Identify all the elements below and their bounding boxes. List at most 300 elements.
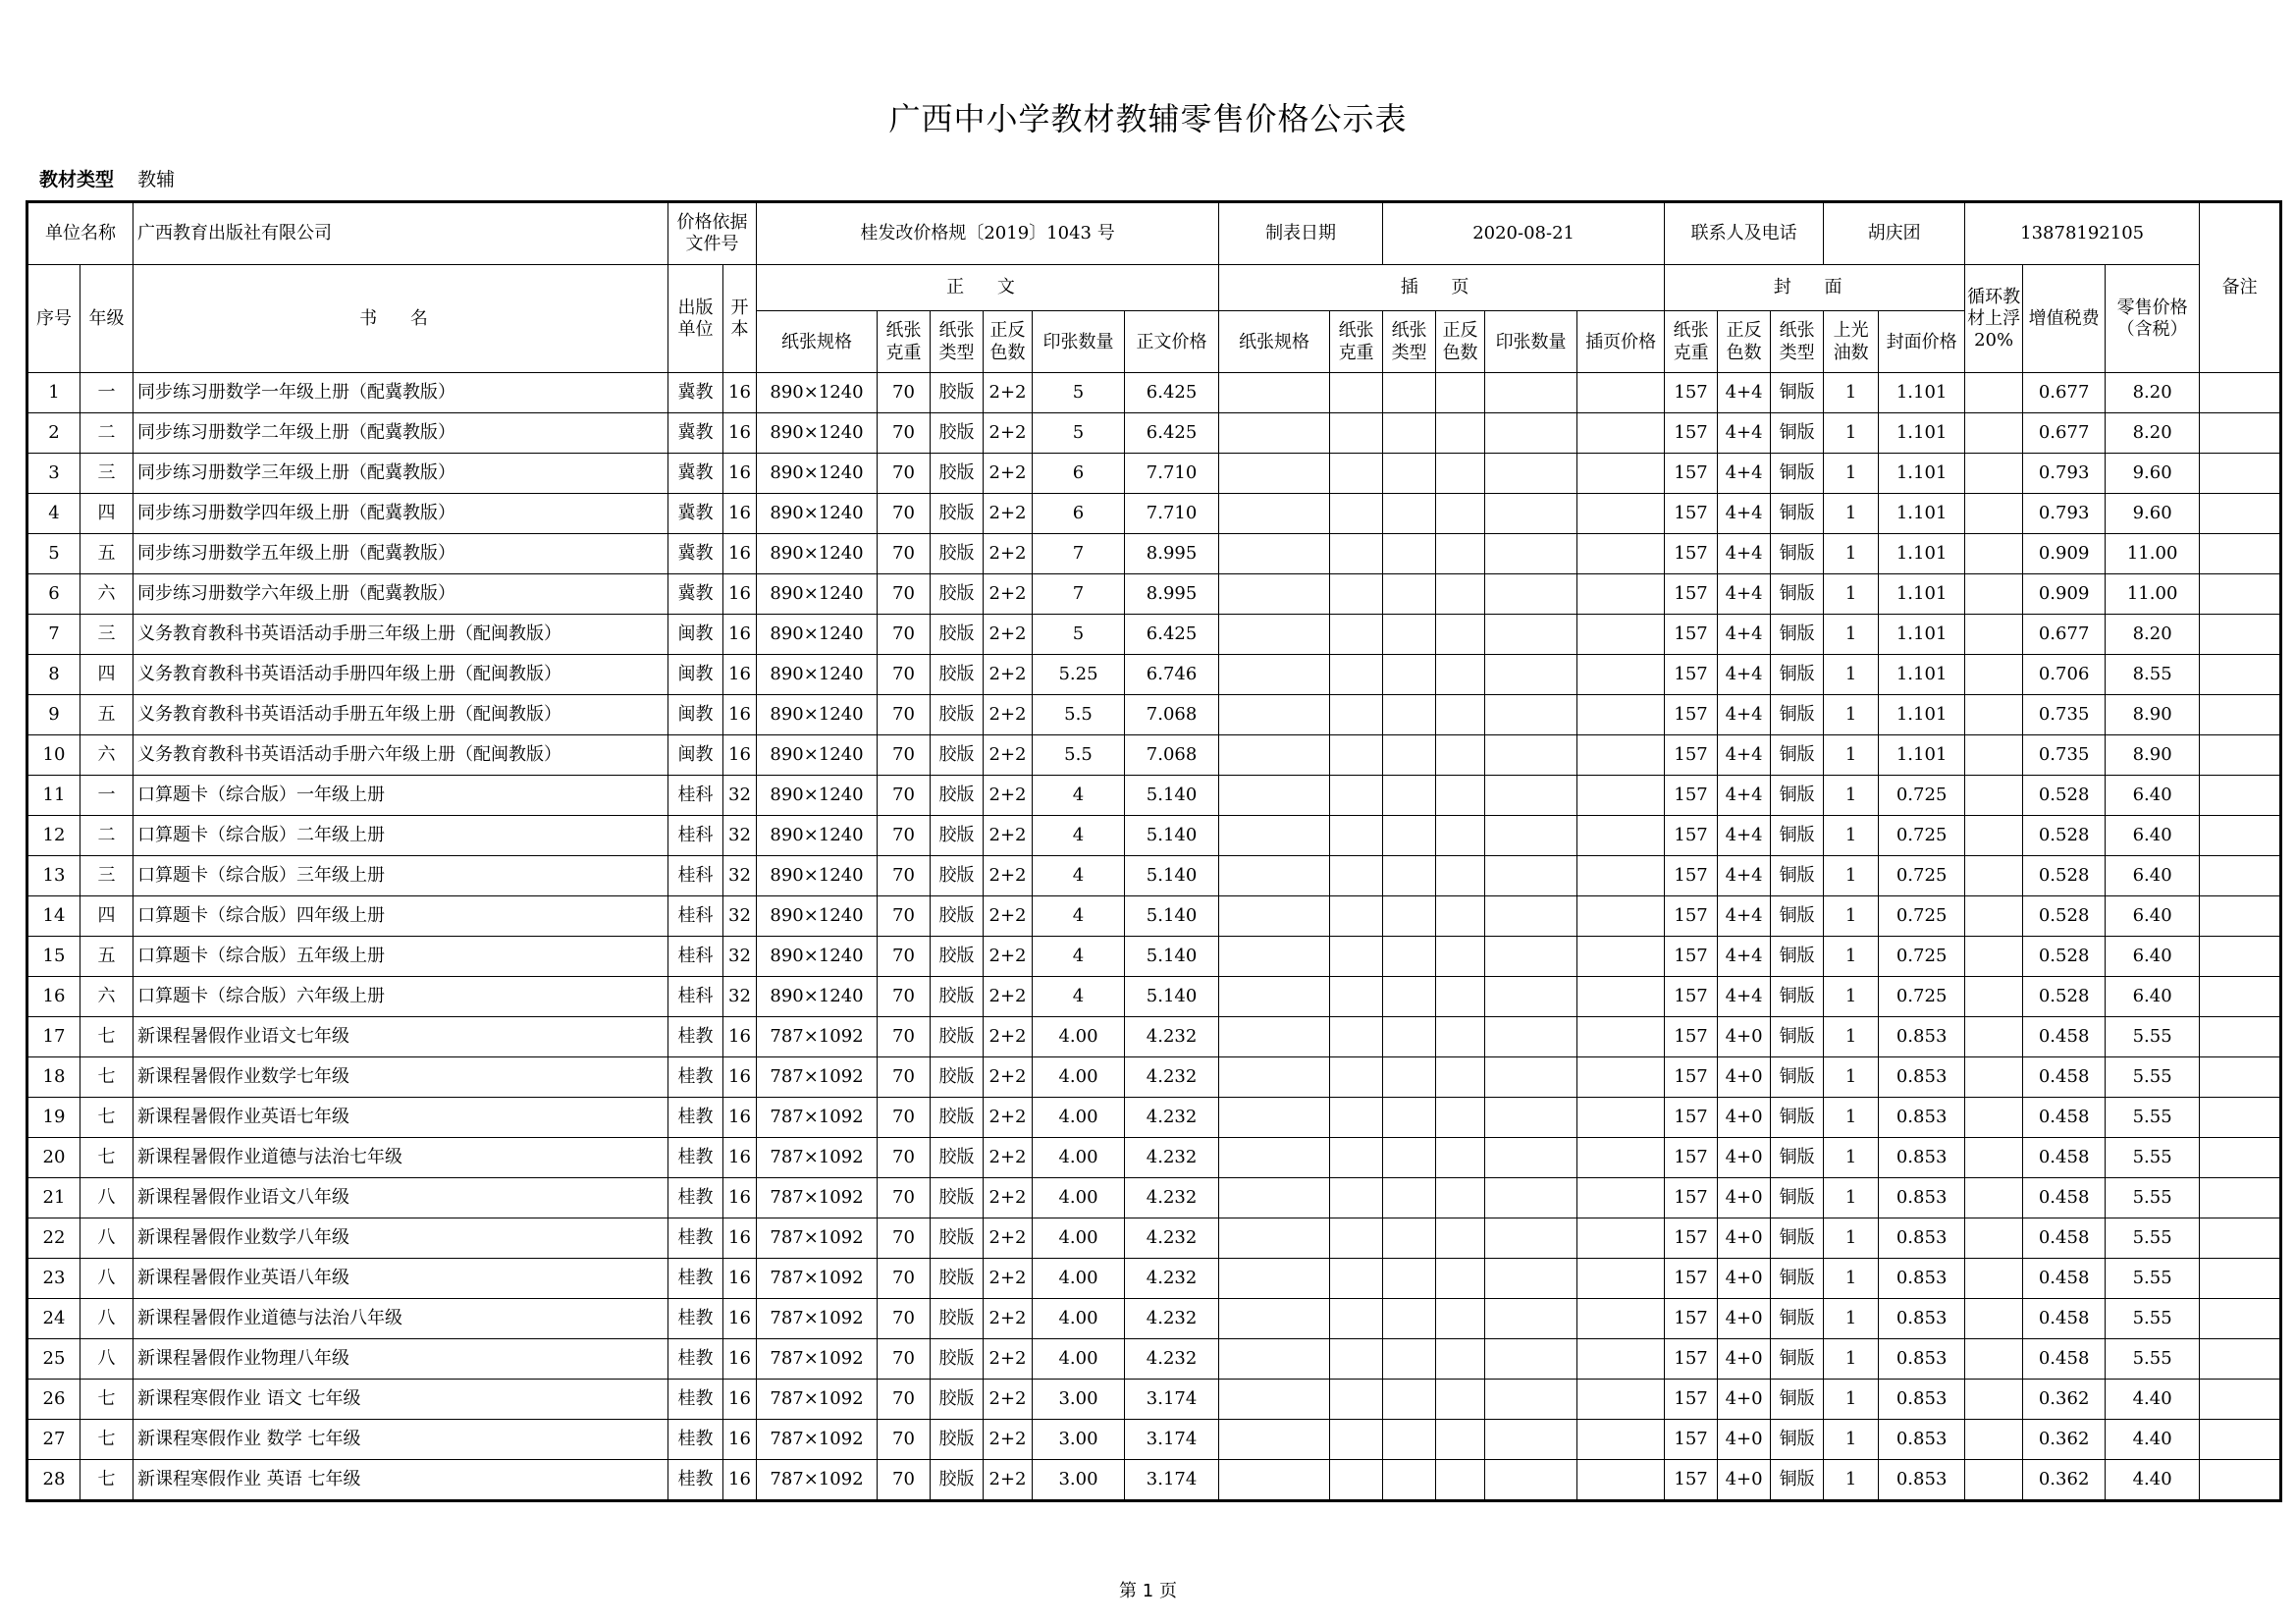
retail-price-cell: 6.40 <box>2106 896 2200 937</box>
body-paper-weight-cell: 70 <box>878 1057 931 1098</box>
body-paper-type-cell: 胶版 <box>931 534 984 574</box>
cover-paper-type-cell: 铜版 <box>1771 856 1824 896</box>
grade-cell: 六 <box>80 574 133 615</box>
vat-cell: 0.458 <box>2023 1057 2106 1098</box>
insert-paper-type-cell <box>1383 1299 1436 1339</box>
cover-paper-type-cell: 铜版 <box>1771 1017 1824 1057</box>
row-number-cell: 8 <box>27 655 80 695</box>
body-sheets-cell: 6 <box>1033 494 1125 534</box>
grade-cell: 八 <box>80 1339 133 1380</box>
insert-color-header: 正反色数 <box>1436 311 1485 373</box>
book-name-cell: 新课程暑假作业道德与法治八年级 <box>133 1299 668 1339</box>
body-paper-type-cell: 胶版 <box>931 896 984 937</box>
remark-cell <box>2200 1178 2281 1218</box>
remark-cell <box>2200 413 2281 454</box>
insert-paper-size-cell <box>1219 1420 1330 1460</box>
publisher-cell: 冀教 <box>668 454 723 494</box>
table-row <box>27 1138 2281 1178</box>
cover-coating-cell: 1 <box>1824 977 1879 1017</box>
grade-header: 年级 <box>80 265 133 373</box>
insert-sheets-cell <box>1485 1339 1577 1380</box>
body-paper-type-cell: 胶版 <box>931 494 984 534</box>
cover-paper-type-cell: 铜版 <box>1771 1299 1824 1339</box>
insert-paper-size-cell <box>1219 494 1330 534</box>
body-sheets-cell: 4 <box>1033 816 1125 856</box>
cover-price-cell: 0.853 <box>1879 1299 1965 1339</box>
remark-cell <box>2200 615 2281 655</box>
body-paper-weight-cell: 70 <box>878 937 931 977</box>
grade-cell: 三 <box>80 454 133 494</box>
insert-paper-weight-cell <box>1330 413 1383 454</box>
body-paper-type-cell: 胶版 <box>931 776 984 816</box>
book-name-cell: 新课程暑假作业数学七年级 <box>133 1057 668 1098</box>
body-paper-type-cell: 胶版 <box>931 1460 984 1501</box>
insert-paper-size-cell <box>1219 695 1330 735</box>
basis-label: 价格依据文件号 <box>668 202 757 265</box>
retail-price-cell: 4.40 <box>2106 1420 2200 1460</box>
vat-cell: 0.706 <box>2023 655 2106 695</box>
insert-price-cell <box>1577 896 1665 937</box>
insert-paper-size-cell <box>1219 816 1330 856</box>
body-paper-type-cell: 胶版 <box>931 454 984 494</box>
cover-coating-cell: 1 <box>1824 1218 1879 1259</box>
body-paper-size-cell: 890×1240 <box>757 977 878 1017</box>
table-row <box>27 615 2281 655</box>
insert-paper-weight-cell <box>1330 1380 1383 1420</box>
cover-paper-weight-cell: 157 <box>1665 655 1718 695</box>
cover-price-cell: 0.853 <box>1879 1420 1965 1460</box>
cover-paper-weight-cell: 157 <box>1665 1259 1718 1299</box>
table-row <box>27 776 2281 816</box>
row-number-cell: 22 <box>27 1218 80 1259</box>
grade-cell: 七 <box>80 1017 133 1057</box>
cover-color-cell: 4+0 <box>1718 1380 1771 1420</box>
book-name-cell: 口算题卡（综合版）四年级上册 <box>133 896 668 937</box>
vat-cell: 0.528 <box>2023 776 2106 816</box>
float-cell <box>1965 1017 2023 1057</box>
cover-price-cell: 1.101 <box>1879 574 1965 615</box>
insert-paper-type-cell <box>1383 1098 1436 1138</box>
body-paper-size-cell: 787×1092 <box>757 1339 878 1380</box>
remark-cell <box>2200 534 2281 574</box>
row-number-cell: 7 <box>27 615 80 655</box>
retail-price-cell: 5.55 <box>2106 1259 2200 1299</box>
retail-price-cell: 8.55 <box>2106 655 2200 695</box>
book-name-cell: 口算题卡（综合版）二年级上册 <box>133 816 668 856</box>
row-number-cell: 5 <box>27 534 80 574</box>
cover-price-cell: 1.101 <box>1879 534 1965 574</box>
body-color-cell: 2+2 <box>984 1259 1033 1299</box>
cover-paper-weight-cell: 157 <box>1665 856 1718 896</box>
format-cell: 16 <box>723 695 757 735</box>
insert-paper-type-cell <box>1383 1178 1436 1218</box>
cover-paper-weight-cell: 157 <box>1665 494 1718 534</box>
cover-coating-cell: 1 <box>1824 1420 1879 1460</box>
cover-coating-cell: 1 <box>1824 896 1879 937</box>
body-price-cell: 4.232 <box>1125 1339 1219 1380</box>
insert-paper-size-header: 纸张规格 <box>1219 311 1330 373</box>
material-type-label: 教材类型 <box>39 169 115 190</box>
body-sheets-cell: 5.25 <box>1033 655 1125 695</box>
cover-paper-type-cell: 铜版 <box>1771 1178 1824 1218</box>
insert-color-cell <box>1436 1057 1485 1098</box>
insert-paper-weight-header: 纸张克重 <box>1330 311 1383 373</box>
grade-cell: 四 <box>80 896 133 937</box>
cover-price-cell: 0.725 <box>1879 977 1965 1017</box>
float-cell <box>1965 615 2023 655</box>
row-number-cell: 15 <box>27 937 80 977</box>
body-color-cell: 2+2 <box>984 413 1033 454</box>
format-cell: 16 <box>723 615 757 655</box>
insert-color-cell <box>1436 1178 1485 1218</box>
body-paper-weight-cell: 70 <box>878 695 931 735</box>
body-paper-weight-cell: 70 <box>878 1178 931 1218</box>
body-paper-size-cell: 787×1092 <box>757 1299 878 1339</box>
insert-paper-weight-cell <box>1330 1460 1383 1501</box>
body-paper-weight-cell: 70 <box>878 655 931 695</box>
format-cell: 32 <box>723 776 757 816</box>
body-color-cell: 2+2 <box>984 1380 1033 1420</box>
cover-paper-type-cell: 铜版 <box>1771 1460 1824 1501</box>
vat-cell: 0.458 <box>2023 1259 2106 1299</box>
remark-cell <box>2200 1098 2281 1138</box>
insert-paper-weight-cell <box>1330 454 1383 494</box>
insert-paper-weight-cell <box>1330 695 1383 735</box>
body-price-cell: 6.746 <box>1125 655 1219 695</box>
cover-color-header: 正反色数 <box>1718 311 1771 373</box>
retail-price-cell: 4.40 <box>2106 1380 2200 1420</box>
publisher-cell: 桂科 <box>668 856 723 896</box>
cover-paper-type-cell: 铜版 <box>1771 574 1824 615</box>
body-sheets-header: 印张数量 <box>1033 311 1125 373</box>
remark-cell <box>2200 1017 2281 1057</box>
cover-color-cell: 4+4 <box>1718 816 1771 856</box>
seq-header: 序号 <box>27 265 80 373</box>
cover-color-cell: 4+4 <box>1718 856 1771 896</box>
row-number-cell: 20 <box>27 1138 80 1178</box>
retail-price-cell: 8.20 <box>2106 373 2200 413</box>
cover-price-cell: 0.853 <box>1879 1380 1965 1420</box>
body-price-cell: 8.995 <box>1125 574 1219 615</box>
body-sheets-cell: 4 <box>1033 776 1125 816</box>
cover-coating-cell: 1 <box>1824 735 1879 776</box>
remark-cell <box>2200 896 2281 937</box>
basis-value: 桂发改价格规〔2019〕1043 号 <box>757 202 1219 265</box>
grade-cell: 六 <box>80 735 133 776</box>
retail-price-cell: 5.55 <box>2106 1299 2200 1339</box>
body-paper-size-cell: 890×1240 <box>757 574 878 615</box>
insert-paper-type-cell <box>1383 816 1436 856</box>
insert-price-cell <box>1577 1218 1665 1259</box>
insert-paper-size-cell <box>1219 1057 1330 1098</box>
body-color-cell: 2+2 <box>984 1017 1033 1057</box>
cover-paper-weight-cell: 157 <box>1665 1460 1718 1501</box>
grade-cell: 八 <box>80 1259 133 1299</box>
body-sheets-cell: 4.00 <box>1033 1218 1125 1259</box>
body-color-cell: 2+2 <box>984 856 1033 896</box>
publisher-cell: 闽教 <box>668 655 723 695</box>
cover-color-cell: 4+0 <box>1718 1259 1771 1299</box>
cover-paper-weight-cell: 157 <box>1665 413 1718 454</box>
insert-paper-type-cell <box>1383 1460 1436 1501</box>
insert-color-cell <box>1436 574 1485 615</box>
cover-color-cell: 4+0 <box>1718 1299 1771 1339</box>
body-paper-size-cell: 787×1092 <box>757 1259 878 1299</box>
cover-paper-weight-cell: 157 <box>1665 1420 1718 1460</box>
publisher-cell: 桂教 <box>668 1098 723 1138</box>
row-number-cell: 18 <box>27 1057 80 1098</box>
grade-cell: 七 <box>80 1057 133 1098</box>
body-color-cell: 2+2 <box>984 1460 1033 1501</box>
cover-coating-cell: 1 <box>1824 1057 1879 1098</box>
cover-color-cell: 4+0 <box>1718 1098 1771 1138</box>
table-row <box>27 413 2281 454</box>
grade-cell: 三 <box>80 856 133 896</box>
insert-paper-type-cell <box>1383 1138 1436 1178</box>
book-name-cell: 新课程寒假作业 语文 七年级 <box>133 1380 668 1420</box>
cover-paper-type-cell: 铜版 <box>1771 896 1824 937</box>
insert-color-cell <box>1436 1460 1485 1501</box>
cover-color-cell: 4+0 <box>1718 1420 1771 1460</box>
retail-price-cell: 8.90 <box>2106 695 2200 735</box>
table-row <box>27 1299 2281 1339</box>
body-price-cell: 4.232 <box>1125 1057 1219 1098</box>
insert-sheets-header: 印张数量 <box>1485 311 1577 373</box>
body-paper-type-cell: 胶版 <box>931 1259 984 1299</box>
body-paper-size-cell: 890×1240 <box>757 454 878 494</box>
insert-paper-weight-cell <box>1330 1299 1383 1339</box>
insert-color-cell <box>1436 655 1485 695</box>
insert-color-cell <box>1436 1218 1485 1259</box>
remark-cell <box>2200 1259 2281 1299</box>
body-color-cell: 2+2 <box>984 1178 1033 1218</box>
publisher-cell: 桂教 <box>668 1460 723 1501</box>
publisher-cell: 桂科 <box>668 776 723 816</box>
body-paper-size-cell: 787×1092 <box>757 1057 878 1098</box>
body-price-cell: 4.232 <box>1125 1178 1219 1218</box>
cover-paper-type-cell: 铜版 <box>1771 494 1824 534</box>
body-sheets-cell: 4.00 <box>1033 1178 1125 1218</box>
cover-color-cell: 4+4 <box>1718 574 1771 615</box>
book-name-cell: 同步练习册数学五年级上册（配冀教版） <box>133 534 668 574</box>
body-sheets-cell: 5 <box>1033 413 1125 454</box>
body-paper-size-cell: 890×1240 <box>757 655 878 695</box>
row-number-cell: 21 <box>27 1178 80 1218</box>
retail-price-cell: 6.40 <box>2106 856 2200 896</box>
vat-cell: 0.793 <box>2023 494 2106 534</box>
insert-color-cell <box>1436 816 1485 856</box>
cover-paper-type-cell: 铜版 <box>1771 1138 1824 1178</box>
book-name-cell: 口算题卡（综合版）六年级上册 <box>133 977 668 1017</box>
publisher-cell: 桂教 <box>668 1339 723 1380</box>
insert-paper-weight-cell <box>1330 494 1383 534</box>
body-price-cell: 4.232 <box>1125 1098 1219 1138</box>
body-paper-type-cell: 胶版 <box>931 373 984 413</box>
insert-color-cell <box>1436 856 1485 896</box>
body-paper-weight-cell: 70 <box>878 1420 931 1460</box>
insert-paper-weight-cell <box>1330 856 1383 896</box>
table-row <box>27 695 2281 735</box>
insert-sheets-cell <box>1485 1178 1577 1218</box>
body-paper-weight-cell: 70 <box>878 1017 931 1057</box>
insert-paper-type-cell <box>1383 615 1436 655</box>
insert-price-cell <box>1577 413 1665 454</box>
insert-sheets-cell <box>1485 615 1577 655</box>
insert-paper-size-cell <box>1219 1138 1330 1178</box>
body-paper-type-cell: 胶版 <box>931 413 984 454</box>
grade-cell: 八 <box>80 1218 133 1259</box>
table-row <box>27 1178 2281 1218</box>
cover-color-cell: 4+4 <box>1718 454 1771 494</box>
retail-price-cell: 5.55 <box>2106 1098 2200 1138</box>
publisher-cell: 桂教 <box>668 1259 723 1299</box>
cover-coating-cell: 1 <box>1824 454 1879 494</box>
page-title: 广西中小学教材教辅零售价格公示表 <box>888 100 1408 137</box>
vat-cell: 0.528 <box>2023 937 2106 977</box>
body-paper-type-cell: 胶版 <box>931 1299 984 1339</box>
insert-paper-weight-cell <box>1330 977 1383 1017</box>
retail-price-cell: 6.40 <box>2106 776 2200 816</box>
format-cell: 16 <box>723 1218 757 1259</box>
insert-price-cell <box>1577 1017 1665 1057</box>
book-name-header: 书 名 <box>133 265 668 373</box>
cover-coating-cell: 1 <box>1824 937 1879 977</box>
cover-paper-weight-cell: 157 <box>1665 1299 1718 1339</box>
format-header: 开本 <box>723 265 757 373</box>
insert-price-cell <box>1577 1299 1665 1339</box>
cover-price-cell: 0.853 <box>1879 1138 1965 1178</box>
insert-paper-size-cell <box>1219 896 1330 937</box>
body-paper-type-cell: 胶版 <box>931 1178 984 1218</box>
insert-price-header: 插页价格 <box>1577 311 1665 373</box>
format-cell: 16 <box>723 1259 757 1299</box>
remark-cell <box>2200 1460 2281 1501</box>
row-number-cell: 6 <box>27 574 80 615</box>
body-paper-size-cell: 890×1240 <box>757 494 878 534</box>
cover-color-cell: 4+0 <box>1718 1057 1771 1098</box>
cover-price-cell: 1.101 <box>1879 494 1965 534</box>
cover-paper-type-cell: 铜版 <box>1771 776 1824 816</box>
insert-paper-weight-cell <box>1330 1259 1383 1299</box>
insert-paper-weight-cell <box>1330 574 1383 615</box>
insert-paper-size-cell <box>1219 655 1330 695</box>
vat-cell: 0.458 <box>2023 1299 2106 1339</box>
insert-color-cell <box>1436 776 1485 816</box>
insert-color-cell <box>1436 735 1485 776</box>
body-color-cell: 2+2 <box>984 1218 1033 1259</box>
remark-cell <box>2200 735 2281 776</box>
cover-paper-type-cell: 铜版 <box>1771 695 1824 735</box>
format-cell: 16 <box>723 1057 757 1098</box>
body-paper-weight-cell: 70 <box>878 1460 931 1501</box>
retail-price-cell: 8.20 <box>2106 615 2200 655</box>
float-cell <box>1965 1299 2023 1339</box>
vat-cell: 0.362 <box>2023 1380 2106 1420</box>
insert-paper-type-cell <box>1383 373 1436 413</box>
retail-price-cell: 6.40 <box>2106 816 2200 856</box>
remark-cell <box>2200 695 2281 735</box>
vat-cell: 0.362 <box>2023 1420 2106 1460</box>
body-color-cell: 2+2 <box>984 937 1033 977</box>
row-number-cell: 17 <box>27 1017 80 1057</box>
insert-paper-size-cell <box>1219 1017 1330 1057</box>
insert-sheets-cell <box>1485 454 1577 494</box>
body-sheets-cell: 4.00 <box>1033 1339 1125 1380</box>
float-cell <box>1965 896 2023 937</box>
body-paper-weight-cell: 70 <box>878 534 931 574</box>
cover-coating-cell: 1 <box>1824 413 1879 454</box>
insert-color-cell <box>1436 373 1485 413</box>
table-row <box>27 1420 2281 1460</box>
body-price-cell: 5.140 <box>1125 896 1219 937</box>
insert-paper-type-cell <box>1383 534 1436 574</box>
cover-coating-cell: 1 <box>1824 1138 1879 1178</box>
body-paper-type-cell: 胶版 <box>931 1057 984 1098</box>
insert-paper-size-cell <box>1219 776 1330 816</box>
cover-color-cell: 4+4 <box>1718 494 1771 534</box>
insert-paper-type-cell <box>1383 896 1436 937</box>
body-paper-weight-cell: 70 <box>878 615 931 655</box>
remark-cell <box>2200 1057 2281 1098</box>
insert-sheets-cell <box>1485 1098 1577 1138</box>
cover-coating-cell: 1 <box>1824 1259 1879 1299</box>
body-sheets-cell: 6 <box>1033 454 1125 494</box>
book-name-cell: 新课程暑假作业语文七年级 <box>133 1017 668 1057</box>
cover-paper-weight-cell: 157 <box>1665 977 1718 1017</box>
insert-paper-size-cell <box>1219 574 1330 615</box>
cover-paper-weight-cell: 157 <box>1665 1057 1718 1098</box>
cover-paper-type-cell: 铜版 <box>1771 1259 1824 1299</box>
body-paper-type-cell: 胶版 <box>931 695 984 735</box>
body-paper-type-cell: 胶版 <box>931 856 984 896</box>
float-cell <box>1965 1178 2023 1218</box>
cover-price-cell: 0.853 <box>1879 1339 1965 1380</box>
format-cell: 16 <box>723 574 757 615</box>
body-paper-size-cell: 890×1240 <box>757 735 878 776</box>
body-color-cell: 2+2 <box>984 494 1033 534</box>
publisher-cell: 闽教 <box>668 695 723 735</box>
body-paper-weight-cell: 70 <box>878 413 931 454</box>
cover-paper-type-cell: 铜版 <box>1771 413 1824 454</box>
insert-price-cell <box>1577 816 1665 856</box>
insert-sheets-cell <box>1485 1138 1577 1178</box>
body-paper-type-cell: 胶版 <box>931 1218 984 1259</box>
insert-sheets-cell <box>1485 695 1577 735</box>
body-color-cell: 2+2 <box>984 896 1033 937</box>
retail-price-cell: 8.20 <box>2106 413 2200 454</box>
grade-cell: 四 <box>80 655 133 695</box>
grade-cell: 五 <box>80 534 133 574</box>
insert-paper-size-cell <box>1219 615 1330 655</box>
body-paper-type-cell: 胶版 <box>931 655 984 695</box>
cover-paper-weight-cell: 157 <box>1665 454 1718 494</box>
float-cell <box>1965 856 2023 896</box>
publisher-cell: 冀教 <box>668 373 723 413</box>
vat-cell: 0.458 <box>2023 1339 2106 1380</box>
body-color-cell: 2+2 <box>984 655 1033 695</box>
body-paper-weight-cell: 70 <box>878 977 931 1017</box>
body-paper-weight-cell: 70 <box>878 1259 931 1299</box>
body-sheets-cell: 5.5 <box>1033 735 1125 776</box>
table-row <box>27 1017 2281 1057</box>
insert-sheets-cell <box>1485 1420 1577 1460</box>
grade-cell: 五 <box>80 937 133 977</box>
cover-paper-weight-cell: 157 <box>1665 1218 1718 1259</box>
table-row <box>27 454 2281 494</box>
grade-cell: 七 <box>80 1380 133 1420</box>
cover-color-cell: 4+4 <box>1718 655 1771 695</box>
cover-price-cell: 0.725 <box>1879 776 1965 816</box>
